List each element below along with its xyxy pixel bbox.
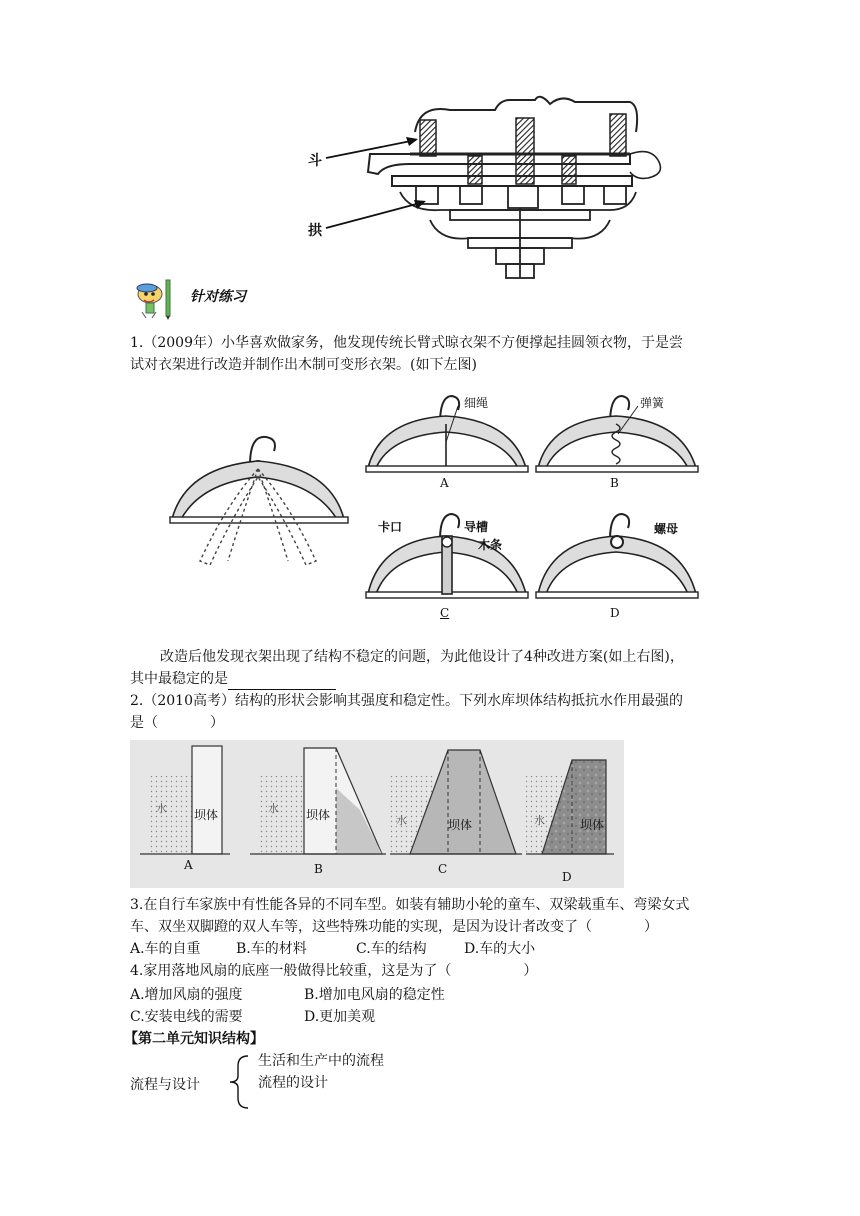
q2-line1: 2.（2010高考）结构的形状会影响其强度和稳定性。下列水库坝体结构抵抗水作用最强的 bbox=[130, 693, 683, 709]
unit2-brace bbox=[228, 1054, 252, 1110]
practice-section-icon bbox=[132, 276, 176, 320]
cartoon-pencil-icon bbox=[132, 276, 176, 320]
practice-section-title: 针对练习 bbox=[190, 289, 246, 305]
q4-option-a[interactable]: A.增加风扇的强度 bbox=[130, 987, 243, 1003]
dam-c-label: C bbox=[438, 862, 448, 876]
dam-c-water: 水 bbox=[396, 814, 407, 827]
q3-paren-close: ） bbox=[644, 919, 658, 935]
q1-line2: 试对衣架进行改造并制作出木制可变形衣架。(如下左图) bbox=[130, 357, 477, 373]
dam-a-water: 水 bbox=[156, 802, 167, 815]
unit2-root: 流程与设计 bbox=[130, 1077, 200, 1093]
unit2-child-1: 生活和生产中的流程 bbox=[258, 1053, 384, 1069]
q1-hanger-c-part3: 木条 bbox=[478, 538, 503, 552]
q1-hanger-a-label: A bbox=[440, 476, 449, 490]
q4-paren-close: ） bbox=[523, 963, 538, 979]
q1-hanger-a bbox=[364, 384, 534, 490]
label-dou: 斗 bbox=[308, 153, 322, 169]
q1-hanger-d-label: D bbox=[610, 606, 620, 620]
q1-folding-hanger-figure bbox=[166, 425, 356, 575]
dam-b-water: 水 bbox=[268, 802, 279, 815]
dam-a-label: A bbox=[184, 858, 193, 872]
dam-d-body: 坝体 bbox=[580, 818, 605, 832]
dam-d-water: 水 bbox=[534, 814, 545, 827]
q3-line1: 3.在自行车家族中有性能各异的不同车型。如装有辅助小轮的童车、双梁载重车、弯梁女式 bbox=[130, 897, 690, 913]
q1-hanger-d bbox=[534, 510, 706, 610]
q1-answer-blank[interactable] bbox=[228, 673, 336, 690]
q3-option-a[interactable]: A.车的自重 bbox=[130, 941, 201, 957]
q4-line1 bbox=[130, 960, 740, 982]
q2-dam-figure bbox=[130, 740, 624, 888]
q3-option-d[interactable]: D.车的大小 bbox=[464, 941, 536, 957]
q1-hanger-b-label: B bbox=[610, 476, 619, 490]
q1-line3: 改造后他发现衣架出现了结构不稳定的问题，为此他设计了4种改进方案(如上右图)， bbox=[160, 649, 684, 665]
q4-option-b[interactable]: B.增加电风扇的稳定性 bbox=[304, 987, 445, 1003]
q4-text: 4.家用落地风扇的底座一般做得比较重，这是为了（ bbox=[130, 963, 452, 979]
q3-option-c[interactable]: C.车的结构 bbox=[356, 941, 427, 957]
q2-paren-close: ） bbox=[210, 715, 224, 731]
q1-line1: 1.（2009年）小华喜欢做家务，他发现传统长臂式晾衣架不方便撑起挂圆领衣物，于是尝 bbox=[130, 335, 683, 351]
q2-line2 bbox=[130, 712, 740, 734]
arrows-bracket bbox=[320, 130, 430, 240]
unit2-child-2: 流程的设计 bbox=[258, 1075, 328, 1091]
q1-line4 bbox=[130, 668, 740, 690]
q1-hanger-c-label: C bbox=[440, 606, 450, 620]
q1-hanger-c-part1: 卡口 bbox=[378, 520, 403, 534]
dam-c-body: 坝体 bbox=[448, 818, 473, 832]
q4-option-d[interactable]: D.更加美观 bbox=[304, 1009, 376, 1025]
label-gong: 拱 bbox=[308, 223, 322, 239]
q3-option-b[interactable]: B.车的材料 bbox=[236, 941, 307, 957]
q1-line4-text: 其中最稳定的是 bbox=[130, 671, 228, 687]
q1-hanger-a-part: 细绳 bbox=[464, 396, 489, 410]
q1-hanger-b bbox=[534, 384, 706, 490]
q2-paren-open: 是（ bbox=[130, 715, 158, 731]
q1-hanger-d-part: 螺母 bbox=[654, 522, 679, 536]
q1-hanger-c-part2: 导槽 bbox=[464, 520, 489, 534]
q3-line2 bbox=[130, 916, 740, 938]
dam-d-label: D bbox=[562, 870, 572, 884]
dam-b-label: B bbox=[314, 862, 323, 876]
q4-option-c[interactable]: C.安装电线的需要 bbox=[130, 1009, 243, 1025]
dam-b-body: 坝体 bbox=[306, 808, 331, 822]
unit2-heading: 【第二单元知识结构】 bbox=[124, 1031, 264, 1047]
q3-line2-text: 车、双坐双脚蹬的双人车等，这些特殊功能的实现，是因为设计者改变了（ bbox=[130, 919, 592, 935]
q1-hanger-b-part: 弹簧 bbox=[640, 396, 665, 410]
dam-a-body: 坝体 bbox=[194, 808, 219, 822]
